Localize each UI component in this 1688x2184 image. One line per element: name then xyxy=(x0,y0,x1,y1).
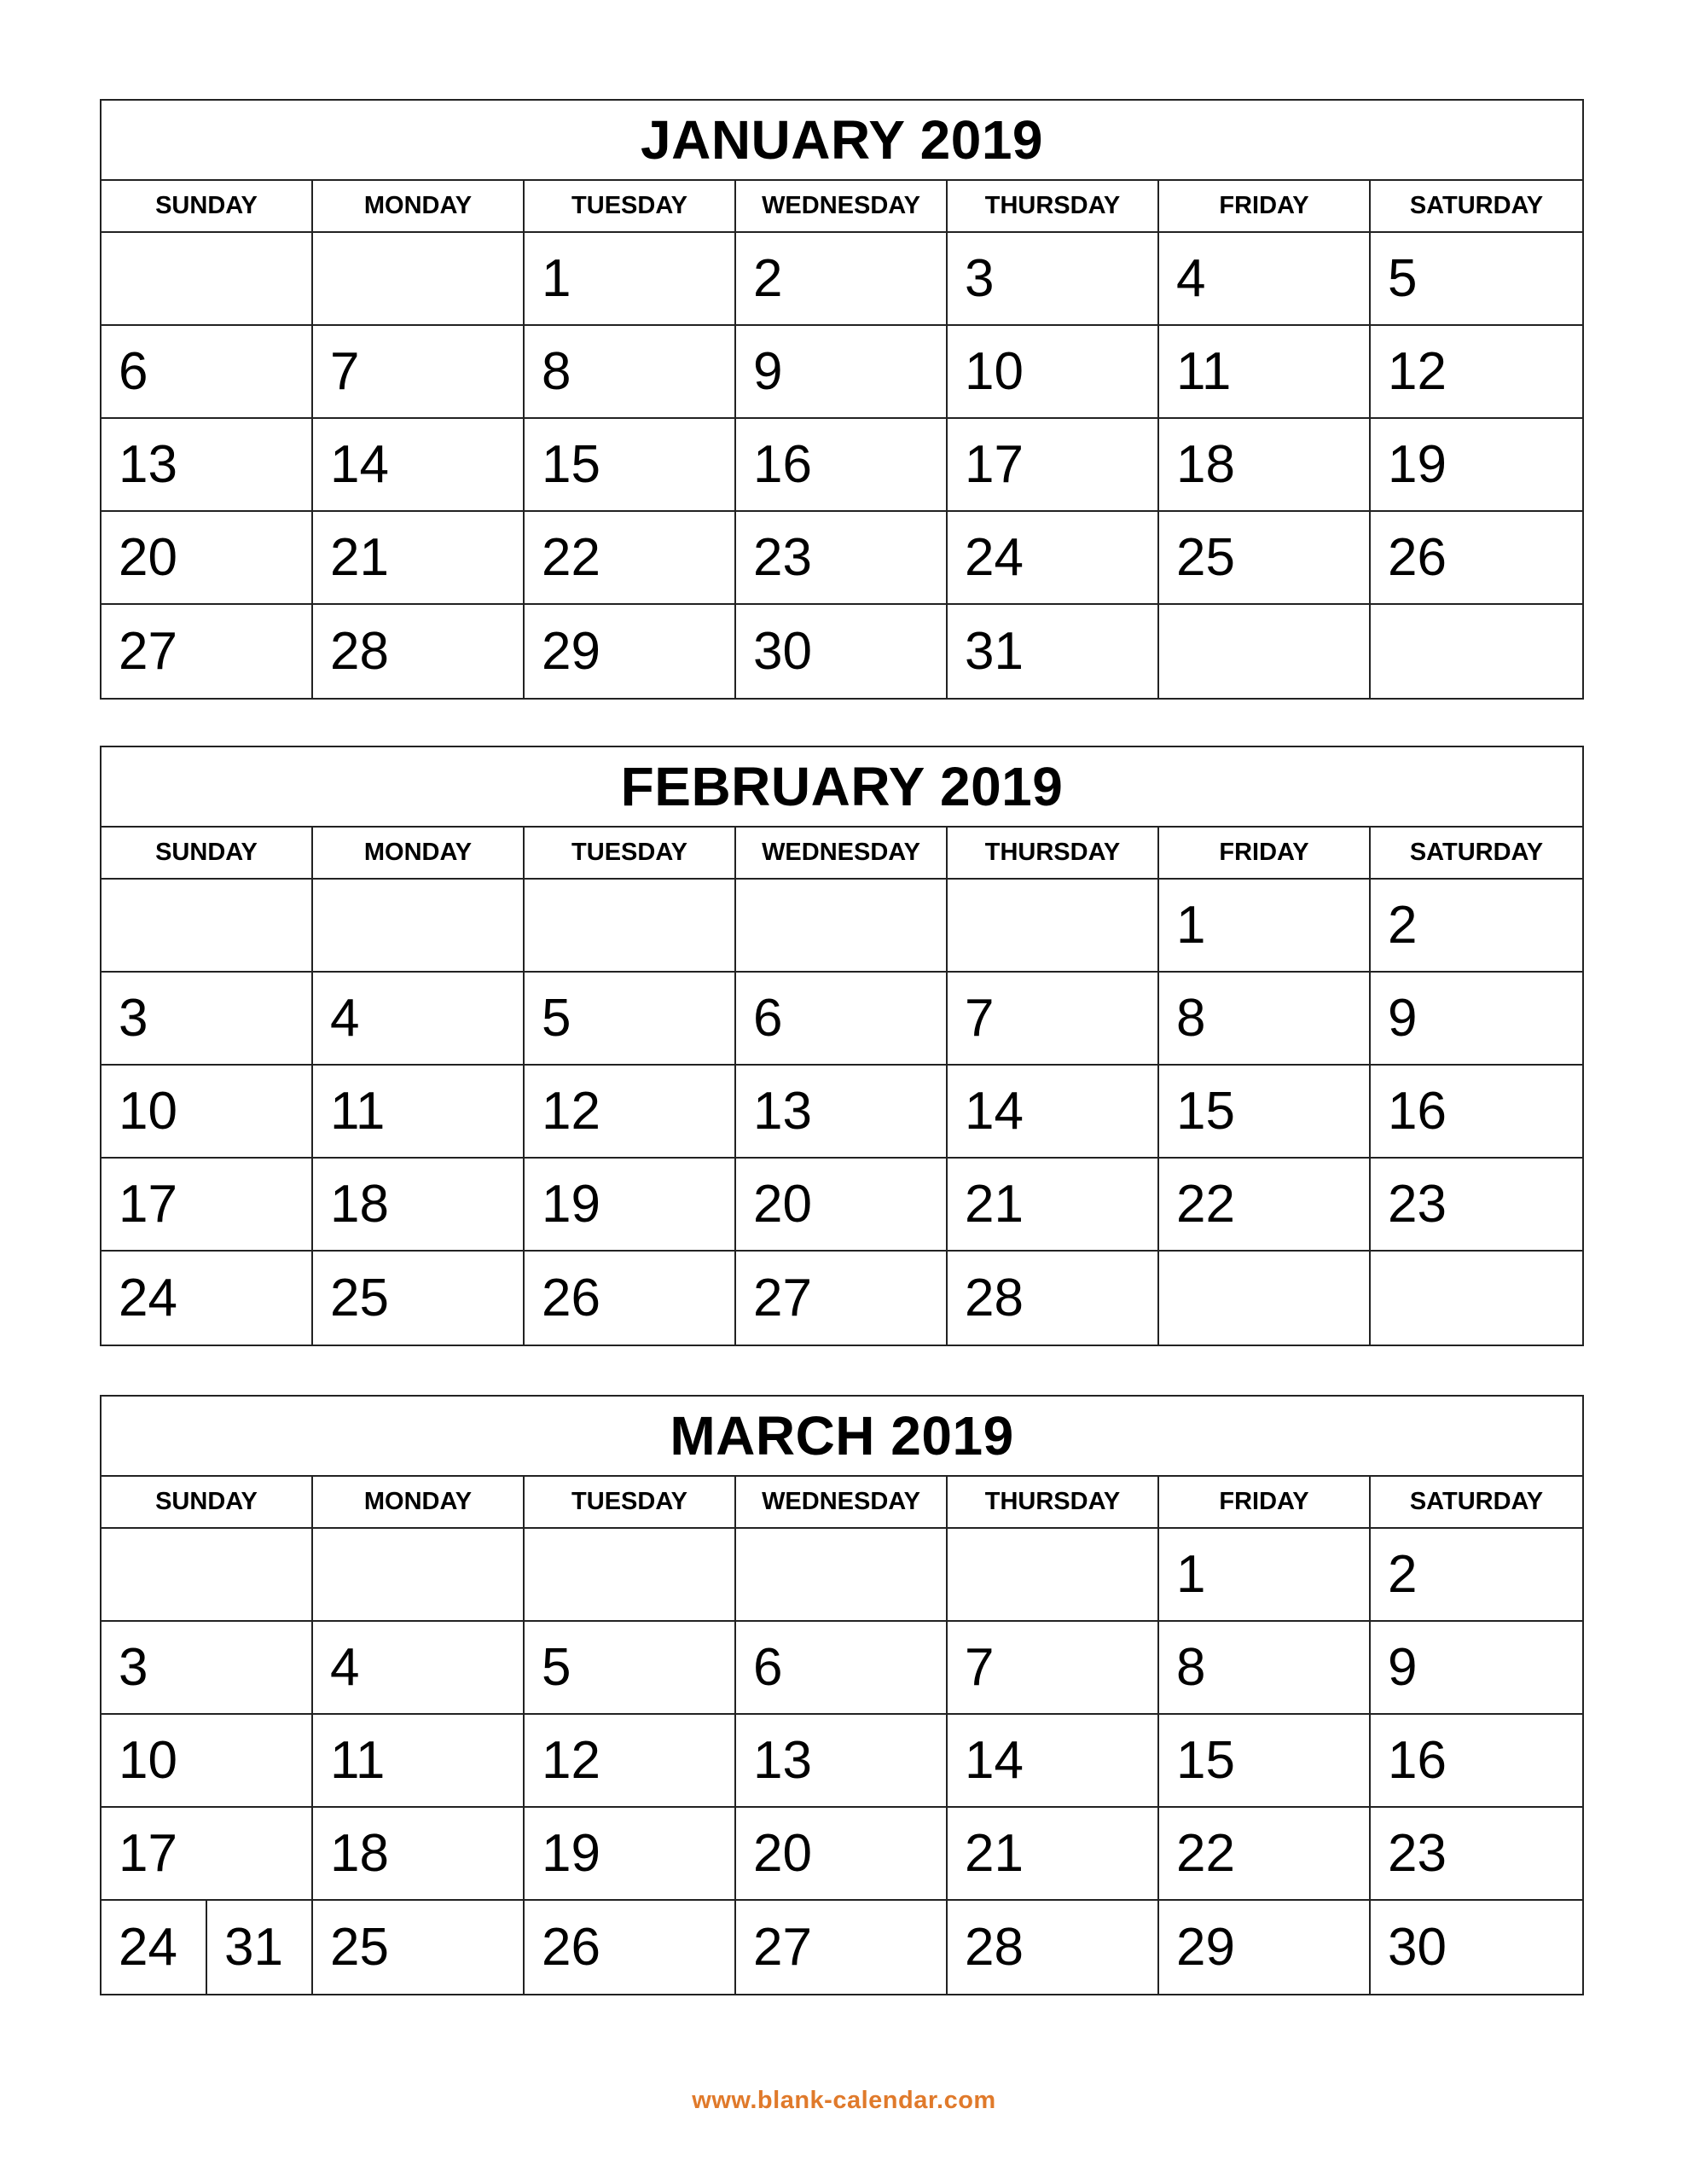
day-cell: 5 xyxy=(525,1622,736,1715)
day-cell: 30 xyxy=(736,605,948,698)
day-cell: 14 xyxy=(948,1715,1159,1808)
day-cell: 21 xyxy=(948,1159,1159,1252)
day-cell: 27 xyxy=(736,1252,948,1345)
day-cell: 19 xyxy=(1371,419,1582,512)
day-cell: 14 xyxy=(313,419,525,512)
day-cell: 11 xyxy=(1159,326,1371,419)
month-title: JANUARY 2019 xyxy=(102,101,1582,181)
day-cell: 21 xyxy=(313,512,525,605)
weekday-sunday: SUNDAY xyxy=(102,828,313,878)
day-cell: 20 xyxy=(736,1159,948,1252)
day-cell-empty xyxy=(1371,1252,1582,1345)
weekday-saturday: SATURDAY xyxy=(1409,1488,1544,1515)
day-cell: 1 xyxy=(1159,880,1371,973)
day-cell: 17 xyxy=(102,1159,313,1252)
day-cell: 8 xyxy=(1159,1622,1371,1715)
day-cell: 29 xyxy=(525,605,736,698)
day-cell: 14 xyxy=(948,1066,1159,1159)
day-cell: 25 xyxy=(313,1901,525,1994)
day-cell: 20 xyxy=(736,1808,948,1901)
day-cell: 13 xyxy=(102,419,313,512)
day-cell: 15 xyxy=(525,419,736,512)
weekday-saturday: SATURDAY xyxy=(1409,839,1544,866)
day-cell: 11 xyxy=(313,1066,525,1159)
weekday-thursday: THURSDAY xyxy=(948,181,1159,231)
day-cell: 24 xyxy=(102,1252,313,1345)
day-cell: 23 xyxy=(736,512,948,605)
day-cell: 7 xyxy=(313,326,525,419)
day-cell: 28 xyxy=(948,1901,1159,1994)
day-cell-empty xyxy=(102,880,313,973)
day-cell: 15 xyxy=(1159,1715,1371,1808)
day-cell: 7 xyxy=(948,1622,1159,1715)
day-cell: 27 xyxy=(102,605,313,698)
day-cell: 31 xyxy=(948,605,1159,698)
day-cell-empty xyxy=(313,1529,525,1622)
day-cell-empty xyxy=(736,1529,948,1622)
day-cell: 6 xyxy=(102,326,313,419)
day-cell-empty xyxy=(525,1529,736,1622)
day-cell: 2 xyxy=(736,233,948,326)
day-cell-empty xyxy=(948,1529,1159,1622)
day-cell: 28 xyxy=(948,1252,1159,1345)
month-calendar-march xyxy=(100,1395,1584,1995)
day-cell: 26 xyxy=(525,1901,736,1994)
day-cell: 13 xyxy=(736,1066,948,1159)
day-cell: 3 xyxy=(102,1622,313,1715)
day-cell: 26 xyxy=(525,1252,736,1345)
day-cell: 1 xyxy=(1159,1529,1371,1622)
day-cell: 24 xyxy=(948,512,1159,605)
day-cell: 4 xyxy=(313,973,525,1066)
day-cell: 3 xyxy=(948,233,1159,326)
day-cell: 6 xyxy=(736,1622,948,1715)
weekday-sunday: SUNDAY xyxy=(102,181,313,231)
day-cell-empty xyxy=(525,880,736,973)
day-cell: 10 xyxy=(102,1066,313,1159)
day-cell: 2 xyxy=(1371,880,1582,973)
day-cell: 18 xyxy=(1159,419,1371,512)
day-cell: 29 xyxy=(1159,1901,1371,1994)
day-cell: 27 xyxy=(736,1901,948,1994)
day-cell: 25 xyxy=(313,1252,525,1345)
day-cell: 18 xyxy=(313,1808,525,1901)
day-cell: 6 xyxy=(736,973,948,1066)
day-cell: 9 xyxy=(1371,1622,1582,1715)
day-cell: 18 xyxy=(313,1159,525,1252)
weekday-wednesday: WEDNESDAY xyxy=(736,181,948,231)
weekday-tuesday: TUESDAY xyxy=(525,181,736,231)
day-number: 31 xyxy=(224,1917,283,1977)
day-cell: 19 xyxy=(525,1808,736,1901)
day-cell: 15 xyxy=(1159,1066,1371,1159)
day-grid xyxy=(102,1529,1582,1994)
weekday-wednesday: WEDNESDAY xyxy=(736,1477,948,1527)
day-cell: 8 xyxy=(525,326,736,419)
day-cell: 22 xyxy=(1159,1159,1371,1252)
weekday-monday: MONDAY xyxy=(313,828,525,878)
weekday-saturday: SATURDAY xyxy=(1409,192,1544,219)
month-title: FEBRUARY 2019 xyxy=(102,747,1582,828)
day-cell: 9 xyxy=(1371,973,1582,1066)
weekday-friday: FRIDAY xyxy=(1159,828,1371,878)
day-cell-empty xyxy=(948,880,1159,973)
month-calendar-february xyxy=(100,746,1584,1346)
weekday-thursday: THURSDAY xyxy=(948,828,1159,878)
day-cell: 22 xyxy=(1159,1808,1371,1901)
weekday-friday: FRIDAY xyxy=(1159,1477,1371,1527)
day-cell-empty xyxy=(1371,605,1582,698)
day-cell-empty xyxy=(313,880,525,973)
day-cell: 28 xyxy=(313,605,525,698)
weekday-thursday: THURSDAY xyxy=(948,1477,1159,1527)
day-cell: 8 xyxy=(1159,973,1371,1066)
footer-website-url[interactable]: www.blank-calendar.com xyxy=(692,2087,996,2114)
weekday-sunday: SUNDAY xyxy=(102,1477,313,1527)
day-cell: 26 xyxy=(1371,512,1582,605)
weekday-monday: MONDAY xyxy=(313,1477,525,1527)
day-cell: 4 xyxy=(313,1622,525,1715)
day-cell: 9 xyxy=(736,326,948,419)
day-cell: 10 xyxy=(102,1715,313,1808)
weekday-header-row xyxy=(102,828,1582,880)
month-title: MARCH 2019 xyxy=(102,1397,1582,1477)
weekday-monday: MONDAY xyxy=(313,181,525,231)
day-cell: 10 xyxy=(948,326,1159,419)
day-cell: 16 xyxy=(736,419,948,512)
day-number: 24 xyxy=(102,1901,207,1994)
day-cell: 1 xyxy=(525,233,736,326)
day-cell: 23 xyxy=(1371,1159,1582,1252)
day-cell: 22 xyxy=(525,512,736,605)
weekday-friday: FRIDAY xyxy=(1159,181,1371,231)
day-cell: 13 xyxy=(736,1715,948,1808)
day-cell: 21 xyxy=(948,1808,1159,1901)
day-cell: 12 xyxy=(525,1066,736,1159)
day-cell-empty xyxy=(102,1529,313,1622)
day-grid xyxy=(102,880,1582,1345)
day-cell: 5 xyxy=(1371,233,1582,326)
day-cell: 25 xyxy=(1159,512,1371,605)
day-cell: 16 xyxy=(1371,1066,1582,1159)
day-cell-split xyxy=(102,1901,313,1994)
day-grid xyxy=(102,233,1582,698)
day-cell: 17 xyxy=(102,1808,313,1901)
day-cell: 12 xyxy=(1371,326,1582,419)
day-cell: 11 xyxy=(313,1715,525,1808)
day-cell: 2 xyxy=(1371,1529,1582,1622)
day-cell: 23 xyxy=(1371,1808,1582,1901)
day-cell: 12 xyxy=(525,1715,736,1808)
day-cell: 19 xyxy=(525,1159,736,1252)
day-cell: 30 xyxy=(1388,1917,1447,1977)
day-cell-empty xyxy=(313,233,525,326)
day-cell: 7 xyxy=(948,973,1159,1066)
day-cell: 17 xyxy=(948,419,1159,512)
weekday-tuesday: TUESDAY xyxy=(525,828,736,878)
weekday-tuesday: TUESDAY xyxy=(525,1477,736,1527)
day-cell-empty xyxy=(1159,1252,1371,1345)
weekday-wednesday: WEDNESDAY xyxy=(736,828,948,878)
weekday-header-row xyxy=(102,1477,1582,1529)
day-cell-empty xyxy=(1159,605,1371,698)
weekday-header-row xyxy=(102,181,1582,233)
day-cell-empty xyxy=(736,880,948,973)
day-cell: 3 xyxy=(102,973,313,1066)
day-cell: 5 xyxy=(525,973,736,1066)
day-cell: 16 xyxy=(1371,1715,1582,1808)
month-calendar-january xyxy=(100,99,1584,700)
day-cell: 20 xyxy=(102,512,313,605)
day-cell-empty xyxy=(102,233,313,326)
day-cell: 4 xyxy=(1159,233,1371,326)
